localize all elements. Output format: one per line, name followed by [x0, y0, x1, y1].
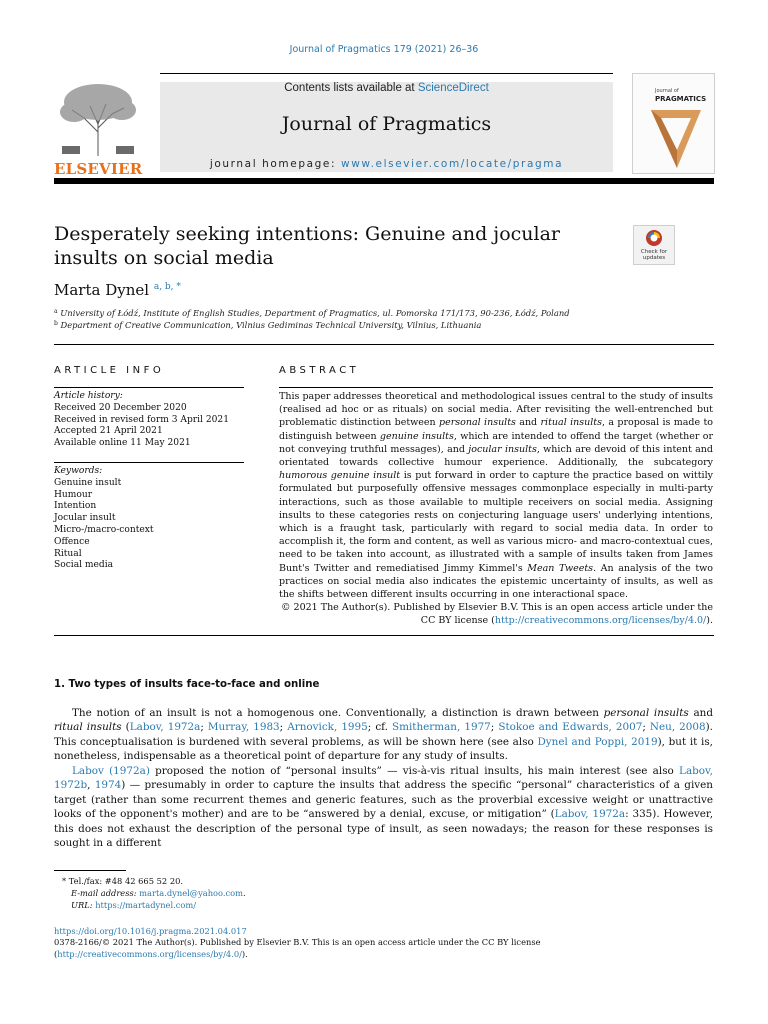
journal-cover[interactable] — [632, 73, 715, 174]
divider — [54, 387, 244, 388]
text-segment: ; — [642, 721, 650, 734]
author-marks[interactable]: a, b, * — [153, 282, 181, 292]
article-info-heading: ARTICLE INFO — [54, 365, 165, 376]
sciencedirect-link[interactable]: ScienceDirect — [417, 82, 489, 94]
footnote-tel-text: Tel./fax: #48 42 665 52 20. — [68, 876, 184, 886]
cover-title-small: Journal of — [655, 88, 679, 94]
cover-title: PRAGMATICS — [655, 95, 707, 103]
footnote-email — [71, 888, 246, 899]
author-name[interactable]: Marta Dynel — [54, 281, 150, 299]
abstract-segment: and — [515, 417, 541, 429]
term: personal insults — [603, 707, 689, 719]
affiliation-a-mark: a — [54, 308, 58, 315]
copyright-license-link[interactable]: http://creativecommons.org/licenses/by/4.0/ — [57, 948, 242, 959]
journal-citation-link[interactable]: Journal of Pragmatics 179 (2021) 26–36 — [289, 44, 479, 55]
keyword: Intention — [54, 501, 97, 512]
text-segment: , — [87, 779, 95, 792]
elsevier-logo[interactable] — [54, 80, 142, 178]
cover-triangle-icon — [647, 108, 703, 170]
homepage-link[interactable]: www.elsevier.com/locate/pragma — [341, 158, 564, 170]
header-thick-rule — [54, 178, 714, 184]
abstract-term: Mean Tweets — [527, 562, 594, 574]
history-label: Article history: — [54, 391, 123, 401]
elsevier-wordmark: ELSEVIER — [54, 160, 143, 178]
keyword: Jocular insult — [54, 513, 116, 524]
abstract-term: jocular insults — [468, 443, 537, 455]
abstract-license — [279, 601, 713, 627]
history-item: Available online 11 May 2021 — [54, 438, 191, 449]
abstract-segment: . An analysis of the two practices on social media also indicates the epistemic uncertainty of insults, as well as the shifts between different insults occurring in one interactional space. — [279, 562, 713, 601]
email-end: . — [243, 888, 246, 898]
text-segment: ; — [200, 721, 208, 734]
text-segment: ; cf. — [367, 721, 392, 734]
check-updates-label: Check for updates — [640, 249, 668, 261]
citation-link[interactable]: Arnovick, 1995 — [287, 721, 368, 734]
citation-link[interactable]: 1974 — [94, 779, 122, 792]
license-link[interactable]: http://creativecommons.org/licenses/by/4.0/ — [494, 615, 707, 627]
citation-link[interactable]: Neu, 2008 — [649, 721, 706, 734]
abstract-term: genuine insults — [379, 430, 454, 442]
keyword: Humour — [54, 489, 93, 500]
abstract-term: humorous genuine insult — [279, 470, 401, 482]
copyright-notice — [54, 937, 713, 960]
keywords — [54, 466, 244, 572]
citation-link[interactable]: Labov, 1972b — [54, 765, 713, 792]
affiliation-b-mark: b — [54, 320, 58, 327]
divider — [54, 462, 244, 463]
doi-link[interactable]: https://doi.org/10.1016/j.pragma.2021.04.017 — [54, 926, 247, 936]
citation-link[interactable]: Labov, 1972a — [554, 808, 626, 821]
keywords-label: Keywords: — [54, 466, 103, 476]
footnote-mark: * — [62, 876, 67, 886]
affiliation-b-text: Department of Creative Communication, Vilnius Gediminas Technical University, Vilnius, Lithuania — [60, 320, 482, 330]
text-segment: and — [688, 707, 713, 719]
divider — [279, 387, 713, 388]
text-segment: ) — presumably in order to capture the insults that address the specific “personal” characteristics of a given target (rather than some recurrent themes and generic features, such as the proverbial excessive weight or unattractive looks of the opponent's mother) and are to be “answered by a denial, excuse, or mitigation” ( — [54, 779, 713, 821]
abstract-segment: , a proposal is made to distinguish between — [279, 417, 714, 442]
keyword: Micro-/macro-context — [54, 524, 154, 535]
article-history — [54, 391, 244, 450]
citation-link[interactable]: Murray, 1983 — [207, 721, 280, 734]
citation-link[interactable]: Smitherman, 1977 — [391, 721, 491, 734]
affiliation-b — [54, 320, 481, 330]
abstract-segment: , which are intended to offend the target (whether or not conveying truthful messages), and — [279, 430, 713, 455]
divider — [54, 635, 714, 636]
body-paragraph-2 — [54, 764, 713, 850]
text-segment: proposed the notion of “personal insults” — vis-à-vis ritual insults, his main interest (see also — [149, 765, 680, 777]
footnote-url — [71, 900, 196, 911]
abstract-heading: ABSTRACT — [279, 365, 360, 376]
divider — [54, 344, 714, 345]
abstract-term: personal insults — [439, 417, 516, 429]
keyword: Genuine insult — [54, 477, 122, 488]
contents-prefix: Contents lists available at — [284, 82, 418, 94]
affiliation-a — [54, 308, 570, 318]
history-item: Received in revised form 3 April 2021 — [54, 414, 229, 425]
license-text: © 2021 The Author(s). Published by Elsevier B.V. This is an open access article under the CC BY license ( — [281, 602, 713, 627]
text-segment: ), but it is, nonetheless, indispensable as a theoretical point of departure for any study of insults. — [54, 735, 713, 763]
abstract-segment: This paper addresses theoretical and methodological issues central to the study of insults (realised ad hoc or as rituals) on social media. After revisiting the well-entrenched but problematic distinction between — [279, 391, 713, 429]
text-segment: ). This conceptualisation is burdened with several problems, as will be shown here (see also — [54, 721, 713, 748]
history-item: Accepted 21 April 2021 — [54, 426, 163, 437]
keyword: Social media — [54, 560, 114, 571]
author-line — [54, 281, 181, 299]
citation-link[interactable]: Dynel and Poppi, 2019 — [537, 735, 658, 748]
abstract-term: ritual insults — [540, 417, 602, 429]
footnote-rule — [54, 870, 126, 871]
term: ritual insults — [54, 721, 122, 734]
citation-link[interactable]: Labov, 1972a — [129, 721, 201, 734]
article-title: Desperately seeking intentions: Genuine and jocular insults on social media — [54, 223, 561, 269]
text-segment: The notion of an insult is not a homogenous one. Conventionally, a distinction is drawn between — [72, 707, 604, 719]
text-segment: ; — [490, 721, 499, 734]
history-item: Received 20 December 2020 — [54, 402, 187, 413]
affiliation-a-text: University of Łódź, Institute of English Studies, Department of Pragmatics, ul. Pomorska 171/173, 90-236, Łódź, Poland — [60, 308, 570, 318]
section-heading: 1. Two types of insults face-to-face and online — [54, 679, 320, 690]
citation-link[interactable]: Labov (1972a) — [72, 765, 150, 777]
abstract-segment: is put forward in order to capture the practice based on wittily formulated but purposefully offensive messages commonplace especially in multi-party interactions, such as those available to multiple receivers on social media. Assigning insults to these categories rests on conjecturing language users' underlying intentions, which is a fraught task, particularly with regard to social media data. In order to accomplish it, the form and content, as well as various micro- and macro-contextual cues, need to be taken into account, as illustrated with a sample of insults taken from James Bunt's Twitter and remediatised Jimmy Kimmel's — [279, 470, 714, 574]
homepage-line — [160, 158, 613, 170]
homepage-prefix: journal homepage: — [209, 158, 342, 170]
url-link[interactable]: https://martadynel.com/ — [95, 900, 197, 910]
citation-link[interactable]: Stokoe and Edwards, 2007 — [498, 721, 643, 734]
journal-masthead — [160, 82, 613, 172]
contents-line — [160, 82, 613, 94]
copyright-text: 0378-2166/© 2021 The Author(s). Published by Elsevier B.V. This is an open access article under the CC BY license ( — [54, 937, 541, 959]
email-label: E-mail address: — [71, 888, 137, 898]
text-segment: ; — [279, 721, 288, 734]
email-link[interactable]: marta.dynel@yahoo.com — [139, 888, 244, 898]
keyword: Offence — [54, 536, 90, 547]
text-segment: : 335). However, this does not exhaust the description of the personal type of insult, as seen nowadays; the reason for these responses is sought in a different — [54, 808, 714, 850]
check-for-updates-button[interactable] — [633, 225, 675, 265]
abstract-text — [279, 390, 713, 601]
body-paragraph-1 — [54, 706, 713, 764]
url-label: URL: — [71, 900, 93, 910]
text-segment: ( — [121, 721, 130, 734]
check-updates-icon — [645, 229, 663, 247]
copyright-end: ). — [241, 948, 248, 959]
license-end: ). — [706, 615, 713, 627]
abstract-segment: , which are devoid of this intent and orientated towards collective humour experience. Additionally, the subcategory — [279, 443, 713, 469]
keyword: Ritual — [54, 548, 82, 559]
journal-name: Journal of Pragmatics — [281, 113, 492, 135]
tree-icon — [54, 80, 142, 156]
footnote-tel — [62, 876, 183, 887]
masthead-rule — [160, 73, 613, 74]
